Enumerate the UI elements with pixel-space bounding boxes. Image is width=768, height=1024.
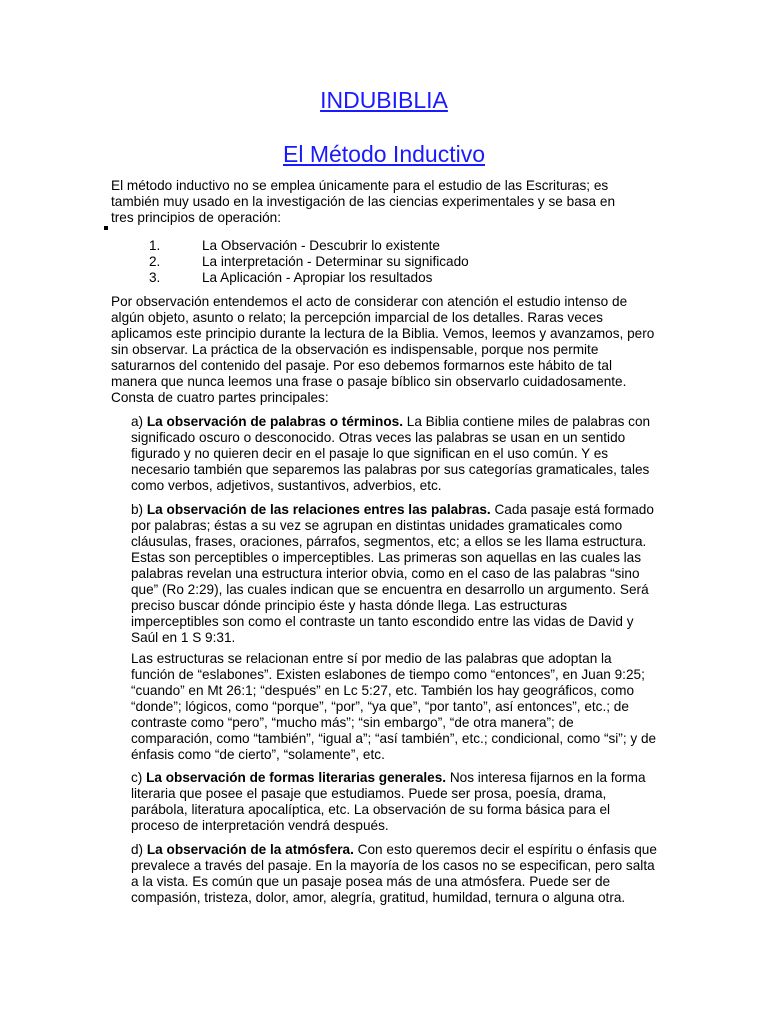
section-body: Nos interesa fijarnos en la forma literaria que posee el pasaje que estudiamos. Puede ser prosa, poesía, drama, parábola, literatura apocalíptica, etc. La observación de su forma básica para el proceso de interpretación vendrá después.	[131, 770, 646, 833]
section-heading: La observación de formas literarias generales.	[146, 770, 447, 785]
principles-list	[149, 238, 469, 286]
section-c-paragraph	[131, 770, 658, 834]
list-item-text: La Observación - Descubrir lo existente	[202, 238, 440, 253]
section-a-paragraph	[131, 414, 658, 494]
list-item	[149, 238, 469, 254]
section-d-paragraph	[131, 842, 658, 906]
section-b-continuation-paragraph: Las estructuras se relacionan entre sí por medio de las palabras que adoptan la función de “eslabones”. Existen eslabones de tiempo como “entonces”, en Juan 9:25; “cuando” en Mt 26:1; “después” en Lc 5:27, etc. También los hay geográficos, como “donde”; lógicos, como “porque”, “por”, “ya que”, “por tanto”, así entonces”, etc.; de contraste como “pero”, “mucho más”; “sin embargo”, “de otra manera”; de comparación, como “también”, “igual a”; “así también”, etc.; condicional, como “si”; y de énfasis como “de cierto”, “solamente”, etc.	[131, 651, 657, 762]
list-item-text: La interpretación - Determinar su significado	[202, 254, 469, 269]
list-item-number: 3.	[149, 270, 161, 285]
list-item-number: 1.	[149, 238, 161, 253]
list-item-text: La Aplicación - Apropiar los resultados	[202, 270, 433, 285]
site-title-link[interactable]: INDUBIBLIA	[320, 87, 448, 113]
section-heading: La observación de palabras o términos.	[146, 414, 403, 429]
section-heading: La observación de las relaciones entres las palabras.	[146, 502, 491, 517]
section-body: Con esto queremos decir el espíritu o énfasis que prevalece a través del pasaje. En la mayoría de los casos no se especifican, pero salta a la vista. Es común que un pasaje posea más de una atmósfera. Puede ser de compasión, tristeza, dolor, amor, alegría, gratitud, humildad, ternura o alguna otra.	[131, 842, 657, 905]
bullet-marker	[104, 226, 108, 230]
observation-paragraph: Por observación entendemos el acto de considerar con atención el estudio intenso de algún objeto, asunto o relato; la percepción imparcial de los detalles. Raras veces aplicamos este principio durante la lectura de la Biblia. Vemos, leemos y avanzamos, pero sin observar. La práctica de la observación es indispensable, porque nos permite saturarnos del contenido del pasaje. Por eso debemos formarnos este hábito de tal manera que nunca leemos una frase o pasaje bíblico sin observarlo cuidadosamente. Consta de cuatro partes principales:	[111, 294, 655, 405]
section-body: Cada pasaje está formado por palabras; éstas a su vez se agrupan en distintas unidades gramaticales como cláusulas, frases, oraciones, párrafos, segmentos, etc; a ellos se les llama estructura. Estas son perceptibles o imperceptibles. Las primeras son aquellas en las cuales las palabras revelan una estructura interior obvia, como en el caso de las palabras “sino que” (Ro 2:29), las cuales indican que se encuentra en desarrollo un argumento. Será preciso buscar dónde principio éste y hasta dónde llega. Las estructuras imperceptibles son como el contraste un tanto escondido entre las vidas de David y Saúl en 1 S 9:31.	[131, 502, 654, 645]
section-prefix: c)	[131, 770, 147, 785]
list-item	[149, 254, 469, 270]
intro-paragraph: El método inductivo no se emplea únicamente para el estudio de las Escrituras; es también muy usado en la investigación de las ciencias experimentales y se basa en tres principios de operación:	[111, 178, 616, 225]
list-item	[149, 270, 469, 286]
section-prefix: b)	[131, 502, 147, 517]
document-title-link[interactable]: El Método Inductivo	[282, 141, 485, 167]
section-b-paragraph	[131, 502, 658, 646]
section-body: La Biblia contiene miles de palabras con significado oscuro o desconocido. Otras veces las palabras se usan en un sentido figurado y no quieren decir en el pasaje lo que significan en el uso común. Y es necesario también que separemos las palabras por sus categorías gramaticales, tales como verbos, adjetivos, sustantivos, adverbios, etc.	[131, 414, 651, 493]
section-prefix: a)	[131, 414, 147, 429]
list-item-number: 2.	[149, 254, 161, 269]
section-heading: La observación de la atmósfera.	[146, 842, 354, 857]
section-prefix: d)	[131, 842, 147, 857]
